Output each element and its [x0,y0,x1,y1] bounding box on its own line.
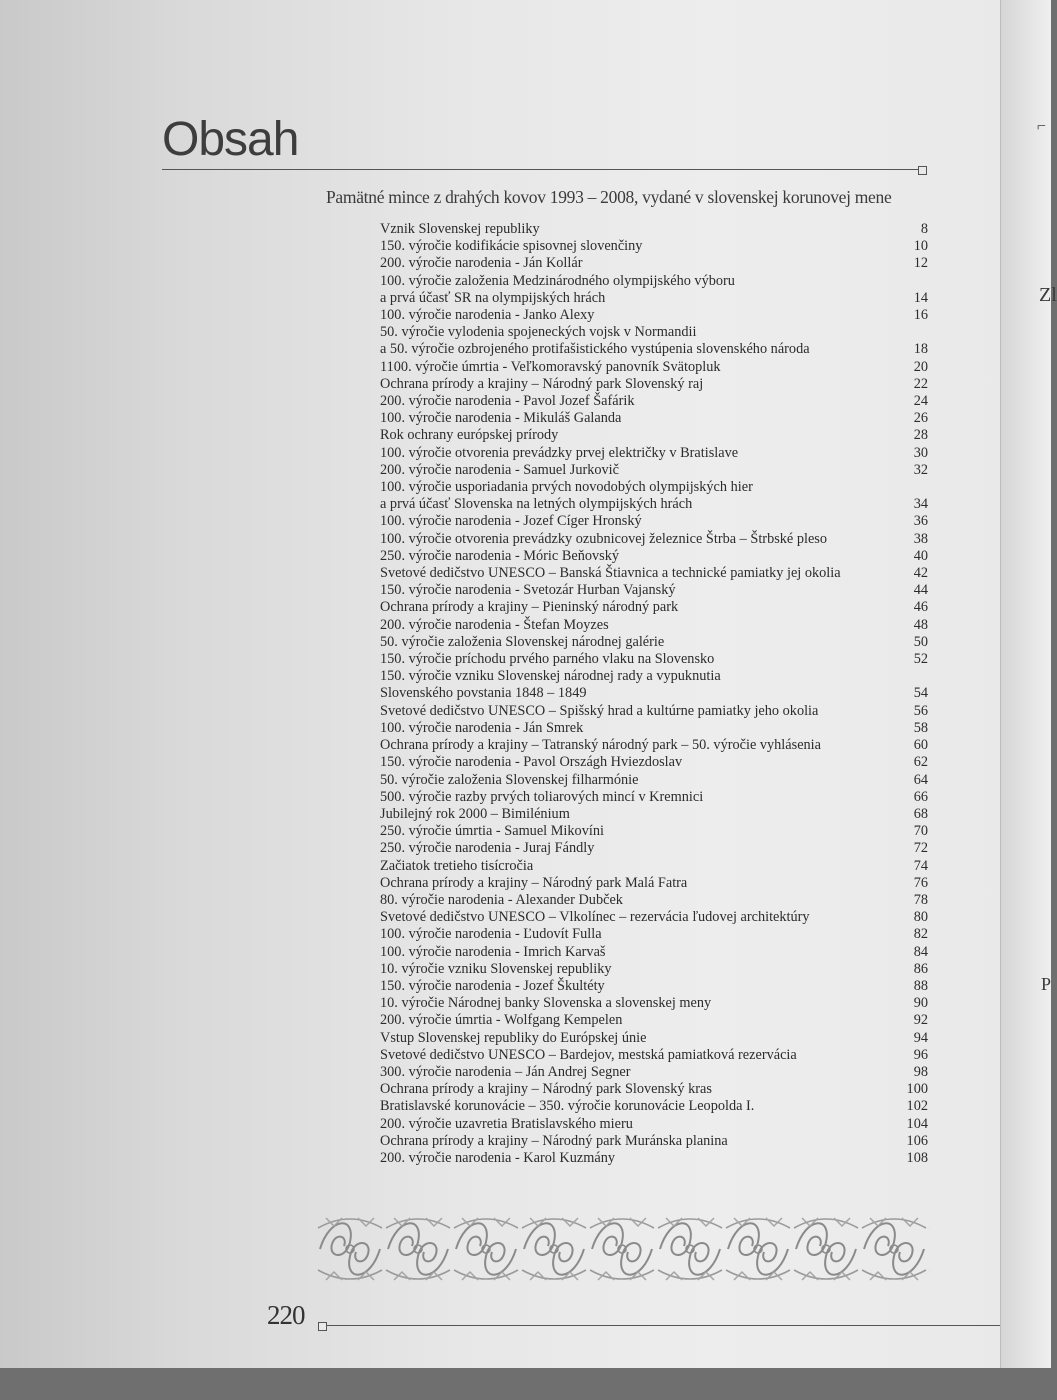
toc-entry-page: 76 [913,874,928,891]
toc-entry-page: 12 [913,255,928,272]
toc-entry [380,548,928,565]
toc-entry-page: 96 [913,1046,928,1063]
toc-entry [380,1133,928,1150]
toc-entry-page: 78 [913,891,928,908]
toc-entry-page: 14 [913,289,928,306]
toc-entry [380,754,928,771]
toc-entry-page: 108 [906,1149,928,1166]
title-rule-end-square [918,166,927,175]
toc-entry-title: Ochrana prírody a krajiny – Národný park Slovenský raj [380,375,704,392]
toc-entry-title: 100. výročie narodenia - Janko Alexy [380,307,595,324]
toc-entry [380,1081,928,1098]
toc-entry-title: 250. výročie narodenia - Móric Beňovský [380,547,620,564]
toc-entry-title: 100. výročie otvorenia prevádzky prvej električky v Bratislave [380,444,739,461]
toc-entry-title: 50. výročie vylodenia spojeneckých vojsk v Normandii [380,324,697,341]
toc-entry-title: 200. výročie uzavretia Bratislavského mieru [380,1115,633,1132]
toc-entry-page: 64 [913,771,928,788]
toc-entry [380,1116,928,1133]
toc-entry-title: 80. výročie narodenia - Alexander Dubček [380,891,623,908]
toc-entry [380,995,928,1012]
toc-entry-page: 8 [920,221,928,237]
toc-entry [380,462,928,479]
toc-entry-title: 1100. výročie úmrtia - Veľkomoravský panovník Svätopluk [380,358,721,375]
toc-entry-title-continued: a prvá účasť Slovenska na letných olympijských hrách [380,496,693,513]
toc-entry [380,599,928,616]
toc-entry [380,806,928,823]
toc-entry [380,840,928,857]
toc-entry-title: 100. výročie narodenia - Imrich Karvaš [380,943,606,960]
adjacent-page-fragment-1: Zl [1039,284,1057,306]
toc-entry-title: 200. výročie narodenia - Samuel Jurkovič [380,461,620,478]
toc-entry [380,668,928,702]
toc-entry [380,875,928,892]
toc-entry-page: 94 [913,1029,928,1046]
toc-entry-page: 52 [913,651,928,668]
toc-entry-title: Ochrana prírody a krajiny – Národný park Slovenský kras [380,1081,712,1098]
toc-entry-title: 200. výročie narodenia - Ján Kollár [380,255,583,272]
toc-entry-page: 80 [913,909,928,926]
toc-entry-page: 90 [913,995,928,1012]
toc-entry-title: 250. výročie úmrtia - Samuel Mikovíni [380,823,604,840]
toc-entry-page: 98 [913,1063,928,1080]
toc-entry [380,238,928,255]
toc-entry [380,410,928,427]
toc-entry-title: Ochrana prírody a krajiny – Národný park Muránska planina [380,1132,728,1149]
toc-entry-page: 88 [913,977,928,994]
toc-entry-title: 100. výročie narodenia - Ján Smrek [380,719,584,736]
toc-entry [380,823,928,840]
toc-entry-page: 32 [913,461,928,478]
toc-entry-title: 150. výročie príchodu prvého parného vlaku na Slovensko [380,651,715,668]
toc-entry [380,961,928,978]
toc-entry-page: 16 [913,307,928,324]
toc-entry [380,307,928,324]
toc-entry-page: 92 [913,1012,928,1029]
toc-entry-page: 74 [913,857,928,874]
page-title: Obsah [162,113,299,166]
toc-entry-page: 58 [913,719,928,736]
toc-entry-title: 300. výročie narodenia – Ján Andrej Segner [380,1063,631,1080]
toc-entry [380,582,928,599]
adjacent-page-fragment-2: P [1041,974,1052,994]
toc-entry-page: 70 [913,823,928,840]
toc-entry [380,1012,928,1029]
toc-entry-title: Svetové dedičstvo UNESCO – Banská Štiavnica a technické pamiatky jej okolia [380,565,841,582]
toc-entry-title: Rok ochrany európskej prírody [380,427,559,444]
toc-entry-title: 50. výročie založenia Slovenskej filharmónie [380,771,639,788]
toc-entry [380,531,928,548]
toc-entry-title: 10. výročie Národnej banky Slovenska a slovenskej meny [380,995,712,1012]
toc-entry-title-continued: Slovenského povstania 1848 – 1849 [380,685,587,702]
toc-entry-title: Svetové dedičstvo UNESCO – Bardejov, mestská pamiatková rezervácia [380,1046,797,1063]
adjacent-page-edge [1000,0,1057,1368]
toc-entry-page: 66 [913,788,928,805]
toc-entry-title: Ochrana prírody a krajiny – Národný park Malá Fatra [380,874,688,891]
toc-entry-page: 84 [913,943,928,960]
toc-entry [380,634,928,651]
toc-entry-title: Ochrana prírody a krajiny – Tatranský národný park – 50. výročie vyhlásenia [380,737,822,754]
toc-entry-page: 86 [913,960,928,977]
page-number: 220 [267,1300,305,1330]
toc-entry-page: 60 [913,737,928,754]
toc-entry-title: 150. výročie narodenia - Jozef Škultéty [380,977,605,994]
table-of-contents [380,221,928,1167]
toc-entry [380,772,928,789]
toc-entry-title: 200. výročie narodenia - Štefan Moyzes [380,616,609,633]
toc-entry-title: Svetové dedičstvo UNESCO – Spišský hrad a kultúrne pamiatky jeho okolia [380,702,819,719]
toc-entry [380,944,928,961]
title-rule [162,169,920,170]
toc-entry [380,513,928,530]
toc-entry [380,703,928,720]
toc-entry-title: 200. výročie úmrtia - Wolfgang Kempelen [380,1012,623,1029]
toc-entry-page: 26 [913,410,928,427]
toc-entry [380,273,928,307]
toc-entry-title: Jubilejný rok 2000 – Bimilénium [380,805,570,822]
toc-entry-page: 44 [913,582,928,599]
toc-entry-page: 30 [913,444,928,461]
toc-entry-page: 100 [906,1081,928,1098]
toc-entry [380,1030,928,1047]
toc-entry-title: 250. výročie narodenia - Juraj Fándly [380,840,595,857]
toc-entry-page: 82 [913,926,928,943]
toc-entry-page: 20 [913,358,928,375]
toc-entry [380,651,928,668]
toc-entry [380,393,928,410]
toc-entry [380,427,928,444]
toc-entry-title: 200. výročie narodenia - Karol Kuzmány [380,1149,616,1166]
toc-entry-title: Začiatok tretieho tisícročia [380,857,534,874]
toc-entry-page: 42 [913,565,928,582]
toc-entry-page: 56 [913,702,928,719]
footer-rule-start-square [318,1322,327,1331]
toc-entry-page: 68 [913,805,928,822]
toc-entry-title: 500. výročie razby prvých toliarových mincí v Kremnici [380,788,704,805]
toc-entry-page: 22 [913,375,928,392]
toc-entry-page: 18 [913,341,928,358]
toc-entry [380,737,928,754]
toc-entry-title: Svetové dedičstvo UNESCO – Vlkolínec – rezervácia ľudovej architektúry [380,909,810,926]
toc-entry-page: 102 [906,1098,928,1115]
toc-entry-title: 10. výročie vzniku Slovenskej republiky [380,960,612,977]
toc-entry-page: 50 [913,633,928,650]
toc-entry-title-continued: a prvá účasť SR na olympijských hrách [380,289,606,306]
toc-entry [380,255,928,272]
toc-entry-page: 28 [913,427,928,444]
adjacent-page-mark: ⌐ [1037,118,1047,135]
toc-entry-title: 150. výročie narodenia - Pavol Országh Hviezdoslav [380,754,683,771]
toc-entry [380,978,928,995]
toc-entry-title: Vstup Slovenskej republiky do Európskej únie [380,1029,647,1046]
toc-entry [380,1047,928,1064]
toc-entry-page: 40 [913,547,928,564]
toc-entry-title-continued: a 50. výročie ozbrojeného protifašistického vystúpenia slovenského národa [380,341,810,358]
toc-entry-title: 100. výročie otvorenia prevádzky ozubnicovej železnice Štrba – Štrbské pleso [380,530,828,547]
toc-entry-title: Vznik Slovenskej republiky [380,221,540,237]
toc-entry-page: 106 [906,1132,928,1149]
toc-entry-page: 10 [913,238,928,255]
toc-entry [380,789,928,806]
toc-entry-page: 38 [913,530,928,547]
toc-entry-page: 62 [913,754,928,771]
toc-entry-title: 100. výročie narodenia - Jozef Cíger Hronský [380,513,642,530]
toc-entry-page: 34 [913,496,928,513]
toc-entry-title: 200. výročie narodenia - Pavol Jozef Šafárik [380,393,635,410]
toc-entry [380,720,928,737]
toc-entry [380,445,928,462]
toc-entry [380,617,928,634]
toc-entry-title: Bratislavské korunovácie – 350. výročie korunovácie Leopolda I. [380,1098,755,1115]
toc-entry-page: 24 [913,393,928,410]
toc-entry [380,359,928,376]
toc-entry [380,1150,928,1167]
decorative-ornament-band [316,1208,930,1290]
toc-entry [380,909,928,926]
toc-entry-page: 72 [913,840,928,857]
toc-entry-title: Ochrana prírody a krajiny – Pieninský národný park [380,599,679,616]
toc-entry-page: 48 [913,616,928,633]
toc-entry-page: 54 [913,685,928,702]
toc-entry [380,324,928,358]
toc-entry [380,221,928,238]
toc-entry-page: 104 [906,1115,928,1132]
toc-entry [380,892,928,909]
toc-entry-title: 100. výročie narodenia - Mikuláš Galanda [380,410,622,427]
toc-entry-title: 100. výročie usporiadania prvých novodobých olympijských hier [380,479,753,496]
toc-entry [380,1098,928,1115]
toc-entry [380,565,928,582]
toc-entry [380,926,928,943]
toc-entry-page: 46 [913,599,928,616]
toc-entry-page: 36 [913,513,928,530]
toc-entry-title: 150. výročie kodifikácie spisovnej slovenčiny [380,238,643,255]
toc-entry-title: 100. výročie založenia Medzinárodného olympijského výboru [380,272,735,289]
footer-rule [327,1325,1017,1326]
toc-entry [380,479,928,513]
toc-entry [380,376,928,393]
section-subtitle: Pamätné mince z drahých kovov 1993 – 2008, vydané v slovenskej korunovej mene [326,187,892,207]
toc-entry-title: 150. výročie narodenia - Svetozár Hurban Vajanský [380,582,676,599]
toc-entry-title: 150. výročie vzniku Slovenskej národnej rady a vypuknutia [380,668,721,685]
toc-entry-title: 50. výročie založenia Slovenskej národnej galérie [380,633,665,650]
toc-entry [380,858,928,875]
toc-entry-title: 100. výročie narodenia - Ľudovít Fulla [380,926,602,943]
toc-entry [380,1064,928,1081]
